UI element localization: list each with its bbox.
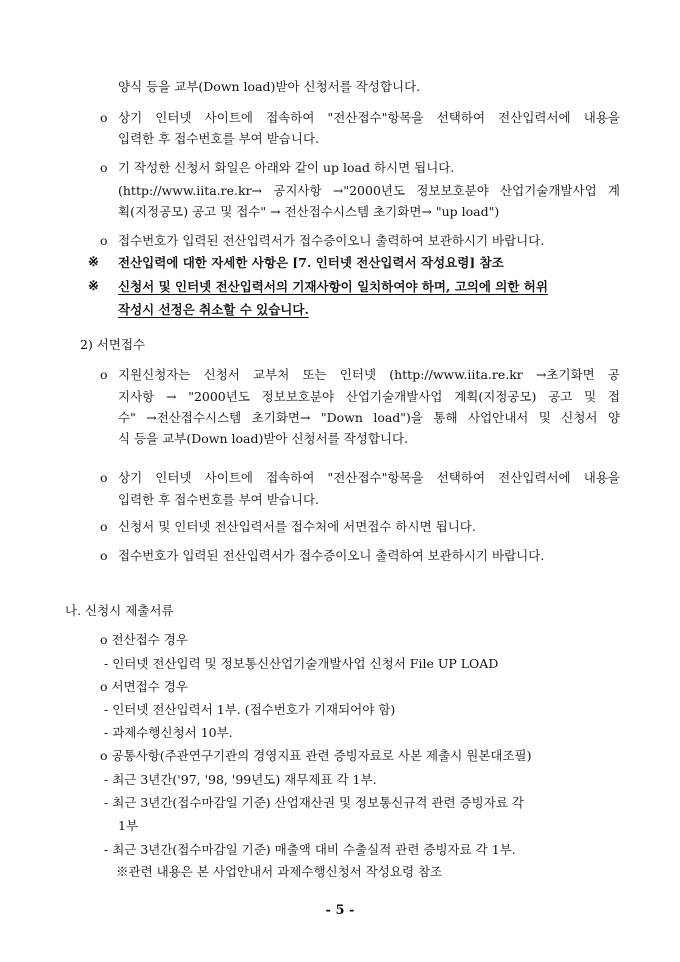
- written-b3-line: 신청서 및 인터넷 전산입력서를 접수처에 서면접수 하시면 됩니다.: [118, 519, 476, 534]
- docs-heading: 나. 신청시 제출서류: [65, 603, 174, 618]
- docs-common-item: - 최근 3년간(접수마감일 기준) 산업재산권 및 정보통신규격 관련 증빙자료 각: [104, 795, 524, 810]
- online-note2-line2: 작성시 선정은 취소할 수 있습니다.: [118, 302, 309, 317]
- docs-common: o 공통사항(주관연구기관의 경영지표 관련 증빙자료로 사본 제출시 원본대조필): [100, 748, 532, 763]
- docs-common-item: - 최근 3년간(접수마감일 기준) 매출액 대비 수출실적 관련 증빙자료 각 1부.: [104, 842, 516, 857]
- online-b2-line2: (http://www.iita.re.kr→ 공지사항 →"2000년도 정보보호분야 산업기술개발사업 계: [118, 183, 620, 198]
- online-note1: 전산입력에 대한 자세한 사항은 [7. 인터넷 전산입력서 작성요령] 참조: [118, 255, 504, 270]
- written-b2-line2: 입력한 후 접수번호를 부여 받습니다.: [118, 492, 319, 507]
- docs-written-item: - 과제수행신청서 10부.: [104, 725, 233, 740]
- note-mark: ※: [88, 279, 99, 294]
- bullet-marker: o: [100, 548, 108, 563]
- online-note2-line1: 신청서 및 인터넷 전산입력서의 기재사항이 일치하여야 하며, 고의에 의한 허위: [118, 279, 548, 294]
- online-b3-line: 접수번호가 입력된 전산입력서가 접수증이오니 출력하여 보관하시기 바랍니다.: [118, 233, 545, 248]
- bullet-marker: o: [100, 367, 108, 382]
- online-b1-line1: 상기 인터넷 사이트에 접속하여 "전산접수"항목을 선택하여 전산입력서에 내용을: [118, 110, 620, 125]
- bullet-marker: o: [100, 233, 108, 248]
- docs-written-item: - 인터넷 전산입력서 1부. (접수번호가 기재되어야 함): [104, 702, 396, 717]
- docs-common-item: - 최근 3년간('97, '98, '99년도) 재무제표 각 1부.: [104, 772, 377, 787]
- bullet-marker: o: [100, 110, 108, 125]
- online-b2-line1: 기 작성한 신청서 화일은 아래와 같이 up load 하시면 됩니다.: [118, 160, 455, 175]
- bullet-marker: o: [100, 470, 108, 485]
- written-b1-line4: 식 등을 교부(Down load)받아 신청서를 작성합니다.: [118, 431, 409, 446]
- note-mark: ※: [88, 255, 99, 270]
- written-b1-line1: 지원신청자는 신청서 교부처 또는 인터넷 (http://www.iita.re.kr →초기화면 공: [118, 367, 620, 382]
- written-b1-line2: 지사항 → "2000년도 정보보호분야 산업기술개발사업 계획(지정공모) 공고 및 접: [118, 389, 620, 404]
- bullet-marker: o: [100, 519, 108, 534]
- written-heading: 2) 서면접수: [80, 337, 146, 352]
- written-b2-line1: 상기 인터넷 사이트에 접속하여 "전산접수"항목을 선택하여 전산입력서에 내용을: [118, 470, 620, 485]
- docs-online-case: o 전산접수 경우: [100, 632, 188, 647]
- online-cont-line: 양식 등을 교부(Down load)받아 신청서를 작성합니다.: [118, 79, 421, 94]
- online-b1-line2: 입력한 후 접수번호를 부여 받습니다.: [118, 131, 319, 146]
- docs-online-item: - 인터넷 전산입력 및 정보통신산업기술개발사업 신청서 File UP LOAD: [104, 656, 499, 671]
- written-b4-line: 접수번호가 입력된 전산입력서가 접수증이오니 출력하여 보관하시기 바랍니다.: [118, 548, 545, 563]
- written-b1-line3: 수" →전산접수시스템 초기화면→ "Down load")을 통해 사업안내서 및 신청서 양: [118, 410, 620, 425]
- bullet-marker: o: [100, 160, 108, 175]
- page-number: - 5 -: [325, 903, 355, 918]
- docs-common-item-cont: 1부: [118, 818, 139, 833]
- docs-written-case: o 서면접수 경우: [100, 679, 188, 694]
- online-b2-line3: 획(지정공모) 공고 및 접수" → 전산접수시스템 초기화면→ "up load"): [118, 204, 500, 219]
- docs-reference-note: ※관련 내용은 본 사업안내서 과제수행신청서 작성요령 참조: [116, 864, 443, 879]
